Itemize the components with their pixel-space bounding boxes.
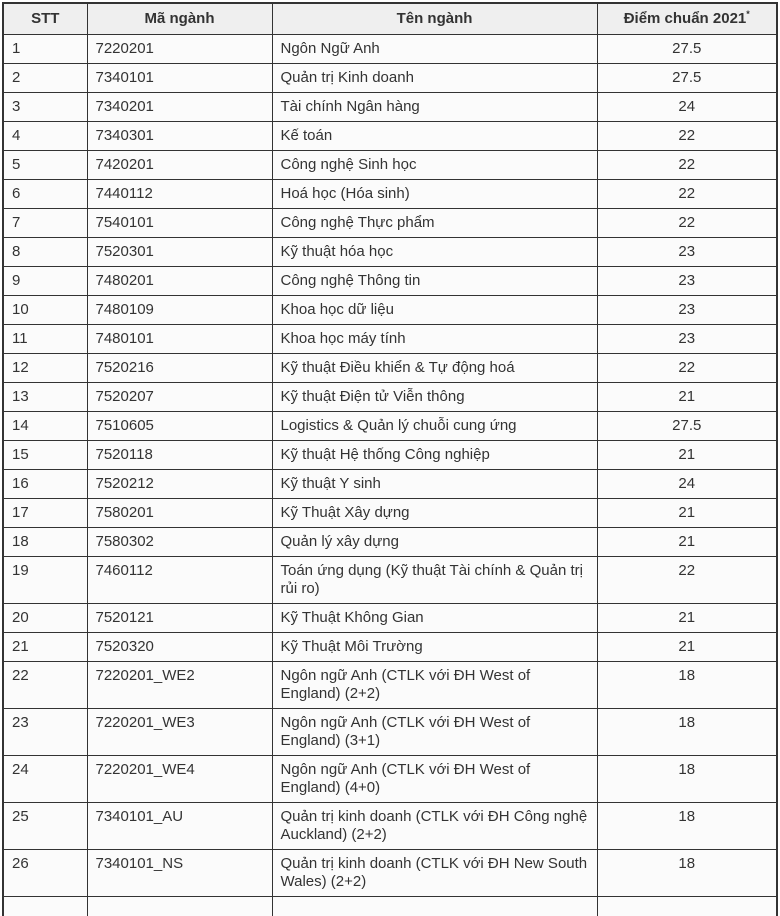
name-cell: Quản trị kinh doanh (CTLK với ĐH Công nghệ Auckland) (2+2) xyxy=(272,803,597,850)
name-cell: Khoa học dữ liệu xyxy=(272,296,597,325)
code-cell: 7480109 xyxy=(87,296,272,325)
stt-cell: 20 xyxy=(3,604,87,633)
code-cell: 7340101_NS xyxy=(87,850,272,897)
table-row xyxy=(3,64,777,93)
table-row xyxy=(3,604,777,633)
stt-cell: 17 xyxy=(3,499,87,528)
stt-cell: 10 xyxy=(3,296,87,325)
score-cell: 23 xyxy=(597,238,777,267)
stt-cell: 21 xyxy=(3,633,87,662)
name-cell xyxy=(272,897,597,916)
table-row xyxy=(3,267,777,296)
score-cell: 18 xyxy=(597,850,777,897)
score-cell: 18 xyxy=(597,709,777,756)
table-row xyxy=(3,122,777,151)
score-cell: 22 xyxy=(597,354,777,383)
table-row xyxy=(3,412,777,441)
score-cell: 23 xyxy=(597,267,777,296)
code-cell: 7220201_WE2 xyxy=(87,662,272,709)
code-cell: 7340101 xyxy=(87,64,272,93)
score-cell: 21 xyxy=(597,441,777,470)
name-cell: Tài chính Ngân hàng xyxy=(272,93,597,122)
table-row xyxy=(3,709,777,756)
score-cell: 22 xyxy=(597,557,777,604)
table-body xyxy=(3,35,777,916)
score-cell: 18 xyxy=(597,756,777,803)
stt-cell: 11 xyxy=(3,325,87,354)
code-cell: 7480101 xyxy=(87,325,272,354)
name-cell: Khoa học máy tính xyxy=(272,325,597,354)
stt-cell: 13 xyxy=(3,383,87,412)
score-cell: 23 xyxy=(597,296,777,325)
stt-cell: 2 xyxy=(3,64,87,93)
table-row xyxy=(3,662,777,709)
table-row xyxy=(3,633,777,662)
stt-cell: 24 xyxy=(3,756,87,803)
col-header-name: Tên ngành xyxy=(272,3,597,35)
name-cell: Kỹ Thuật Môi Trường xyxy=(272,633,597,662)
table-row xyxy=(3,470,777,499)
name-cell: Công nghệ Thông tin xyxy=(272,267,597,296)
name-cell: Kỹ Thuật Không Gian xyxy=(272,604,597,633)
col-header-code: Mã ngành xyxy=(87,3,272,35)
table-row xyxy=(3,35,777,64)
table-row xyxy=(3,180,777,209)
table-row xyxy=(3,354,777,383)
table-row xyxy=(3,441,777,470)
code-cell: 7520320 xyxy=(87,633,272,662)
code-cell: 7460112 xyxy=(87,557,272,604)
stt-cell: 8 xyxy=(3,238,87,267)
stt-cell: 9 xyxy=(3,267,87,296)
name-cell: Logistics & Quản lý chuỗi cung ứng xyxy=(272,412,597,441)
table-row xyxy=(3,325,777,354)
score-cell xyxy=(597,897,777,916)
stt-cell: 22 xyxy=(3,662,87,709)
name-cell: Kỹ thuật hóa học xyxy=(272,238,597,267)
code-cell: 7540101 xyxy=(87,209,272,238)
table-header xyxy=(3,3,777,35)
score-cell: 22 xyxy=(597,209,777,238)
score-cell: 21 xyxy=(597,383,777,412)
score-cell: 18 xyxy=(597,803,777,850)
score-cell: 27.5 xyxy=(597,64,777,93)
name-cell: Ngôn ngữ Anh (CTLK với ĐH West of England) (2+2) xyxy=(272,662,597,709)
header-row xyxy=(3,3,777,35)
stt-cell: 5 xyxy=(3,151,87,180)
col-header-score xyxy=(597,3,777,35)
admission-score-table xyxy=(2,2,778,916)
stt-cell: 23 xyxy=(3,709,87,756)
score-cell: 22 xyxy=(597,180,777,209)
name-cell: Ngôn ngữ Anh (CTLK với ĐH West of England) (3+1) xyxy=(272,709,597,756)
score-cell: 21 xyxy=(597,528,777,557)
stt-cell: 15 xyxy=(3,441,87,470)
score-cell: 21 xyxy=(597,633,777,662)
name-cell: Kỹ Thuật Xây dựng xyxy=(272,499,597,528)
stt-cell xyxy=(3,897,87,916)
table-row xyxy=(3,296,777,325)
code-cell: 7220201 xyxy=(87,35,272,64)
score-cell: 22 xyxy=(597,122,777,151)
code-cell: 7520118 xyxy=(87,441,272,470)
code-cell: 7420201 xyxy=(87,151,272,180)
name-cell: Toán ứng dụng (Kỹ thuật Tài chính & Quản trị rủi ro) xyxy=(272,557,597,604)
score-header-footnote-marker: * xyxy=(746,9,750,19)
code-cell: 7520212 xyxy=(87,470,272,499)
table-row xyxy=(3,238,777,267)
stt-cell: 19 xyxy=(3,557,87,604)
table-row xyxy=(3,557,777,604)
score-cell: 18 xyxy=(597,662,777,709)
stt-cell: 7 xyxy=(3,209,87,238)
stt-cell: 12 xyxy=(3,354,87,383)
table-row xyxy=(3,383,777,412)
name-cell: Quản trị kinh doanh (CTLK với ĐH New South Wales) (2+2) xyxy=(272,850,597,897)
code-cell: 7520301 xyxy=(87,238,272,267)
code-cell: 7480201 xyxy=(87,267,272,296)
code-cell: 7220201_WE4 xyxy=(87,756,272,803)
name-cell: Kỹ thuật Hệ thống Công nghiệp xyxy=(272,441,597,470)
name-cell: Hoá học (Hóa sinh) xyxy=(272,180,597,209)
name-cell: Ngôn ngữ Anh (CTLK với ĐH West of England) (4+0) xyxy=(272,756,597,803)
stt-cell: 18 xyxy=(3,528,87,557)
stt-cell: 14 xyxy=(3,412,87,441)
name-cell: Công nghệ Thực phẩm xyxy=(272,209,597,238)
code-cell: 7440112 xyxy=(87,180,272,209)
table-row xyxy=(3,850,777,897)
table-row xyxy=(3,756,777,803)
name-cell: Kỹ thuật Điều khiển & Tự động hoá xyxy=(272,354,597,383)
table-row xyxy=(3,528,777,557)
code-cell: 7510605 xyxy=(87,412,272,441)
code-cell: 7580201 xyxy=(87,499,272,528)
score-cell: 21 xyxy=(597,604,777,633)
stt-cell: 1 xyxy=(3,35,87,64)
stt-cell: 4 xyxy=(3,122,87,151)
table-row xyxy=(3,151,777,180)
stt-cell: 6 xyxy=(3,180,87,209)
name-cell: Công nghệ Sinh học xyxy=(272,151,597,180)
score-cell: 27.5 xyxy=(597,412,777,441)
name-cell: Kỹ thuật Y sinh xyxy=(272,470,597,499)
code-cell: 7340101_AU xyxy=(87,803,272,850)
table-row xyxy=(3,93,777,122)
score-cell: 22 xyxy=(597,151,777,180)
code-cell: 7220201_WE3 xyxy=(87,709,272,756)
score-cell: 27.5 xyxy=(597,35,777,64)
stt-cell: 3 xyxy=(3,93,87,122)
name-cell: Kỹ thuật Điện tử Viễn thông xyxy=(272,383,597,412)
table-row xyxy=(3,209,777,238)
code-cell: 7520121 xyxy=(87,604,272,633)
name-cell: Kế toán xyxy=(272,122,597,151)
score-cell: 23 xyxy=(597,325,777,354)
score-cell: 24 xyxy=(597,470,777,499)
name-cell: Quản lý xây dựng xyxy=(272,528,597,557)
stt-cell: 25 xyxy=(3,803,87,850)
table-row xyxy=(3,499,777,528)
name-cell: Quản trị Kinh doanh xyxy=(272,64,597,93)
stt-cell: 16 xyxy=(3,470,87,499)
col-header-stt: STT xyxy=(3,3,87,35)
name-cell: Ngôn Ngữ Anh xyxy=(272,35,597,64)
code-cell xyxy=(87,897,272,916)
stt-cell: 26 xyxy=(3,850,87,897)
code-cell: 7340201 xyxy=(87,93,272,122)
score-header-label: Điểm chuẩn 2021 xyxy=(623,10,747,27)
code-cell: 7340301 xyxy=(87,122,272,151)
code-cell: 7520207 xyxy=(87,383,272,412)
score-cell: 24 xyxy=(597,93,777,122)
partial-row xyxy=(3,897,777,916)
code-cell: 7520216 xyxy=(87,354,272,383)
table-row xyxy=(3,803,777,850)
score-cell: 21 xyxy=(597,499,777,528)
code-cell: 7580302 xyxy=(87,528,272,557)
